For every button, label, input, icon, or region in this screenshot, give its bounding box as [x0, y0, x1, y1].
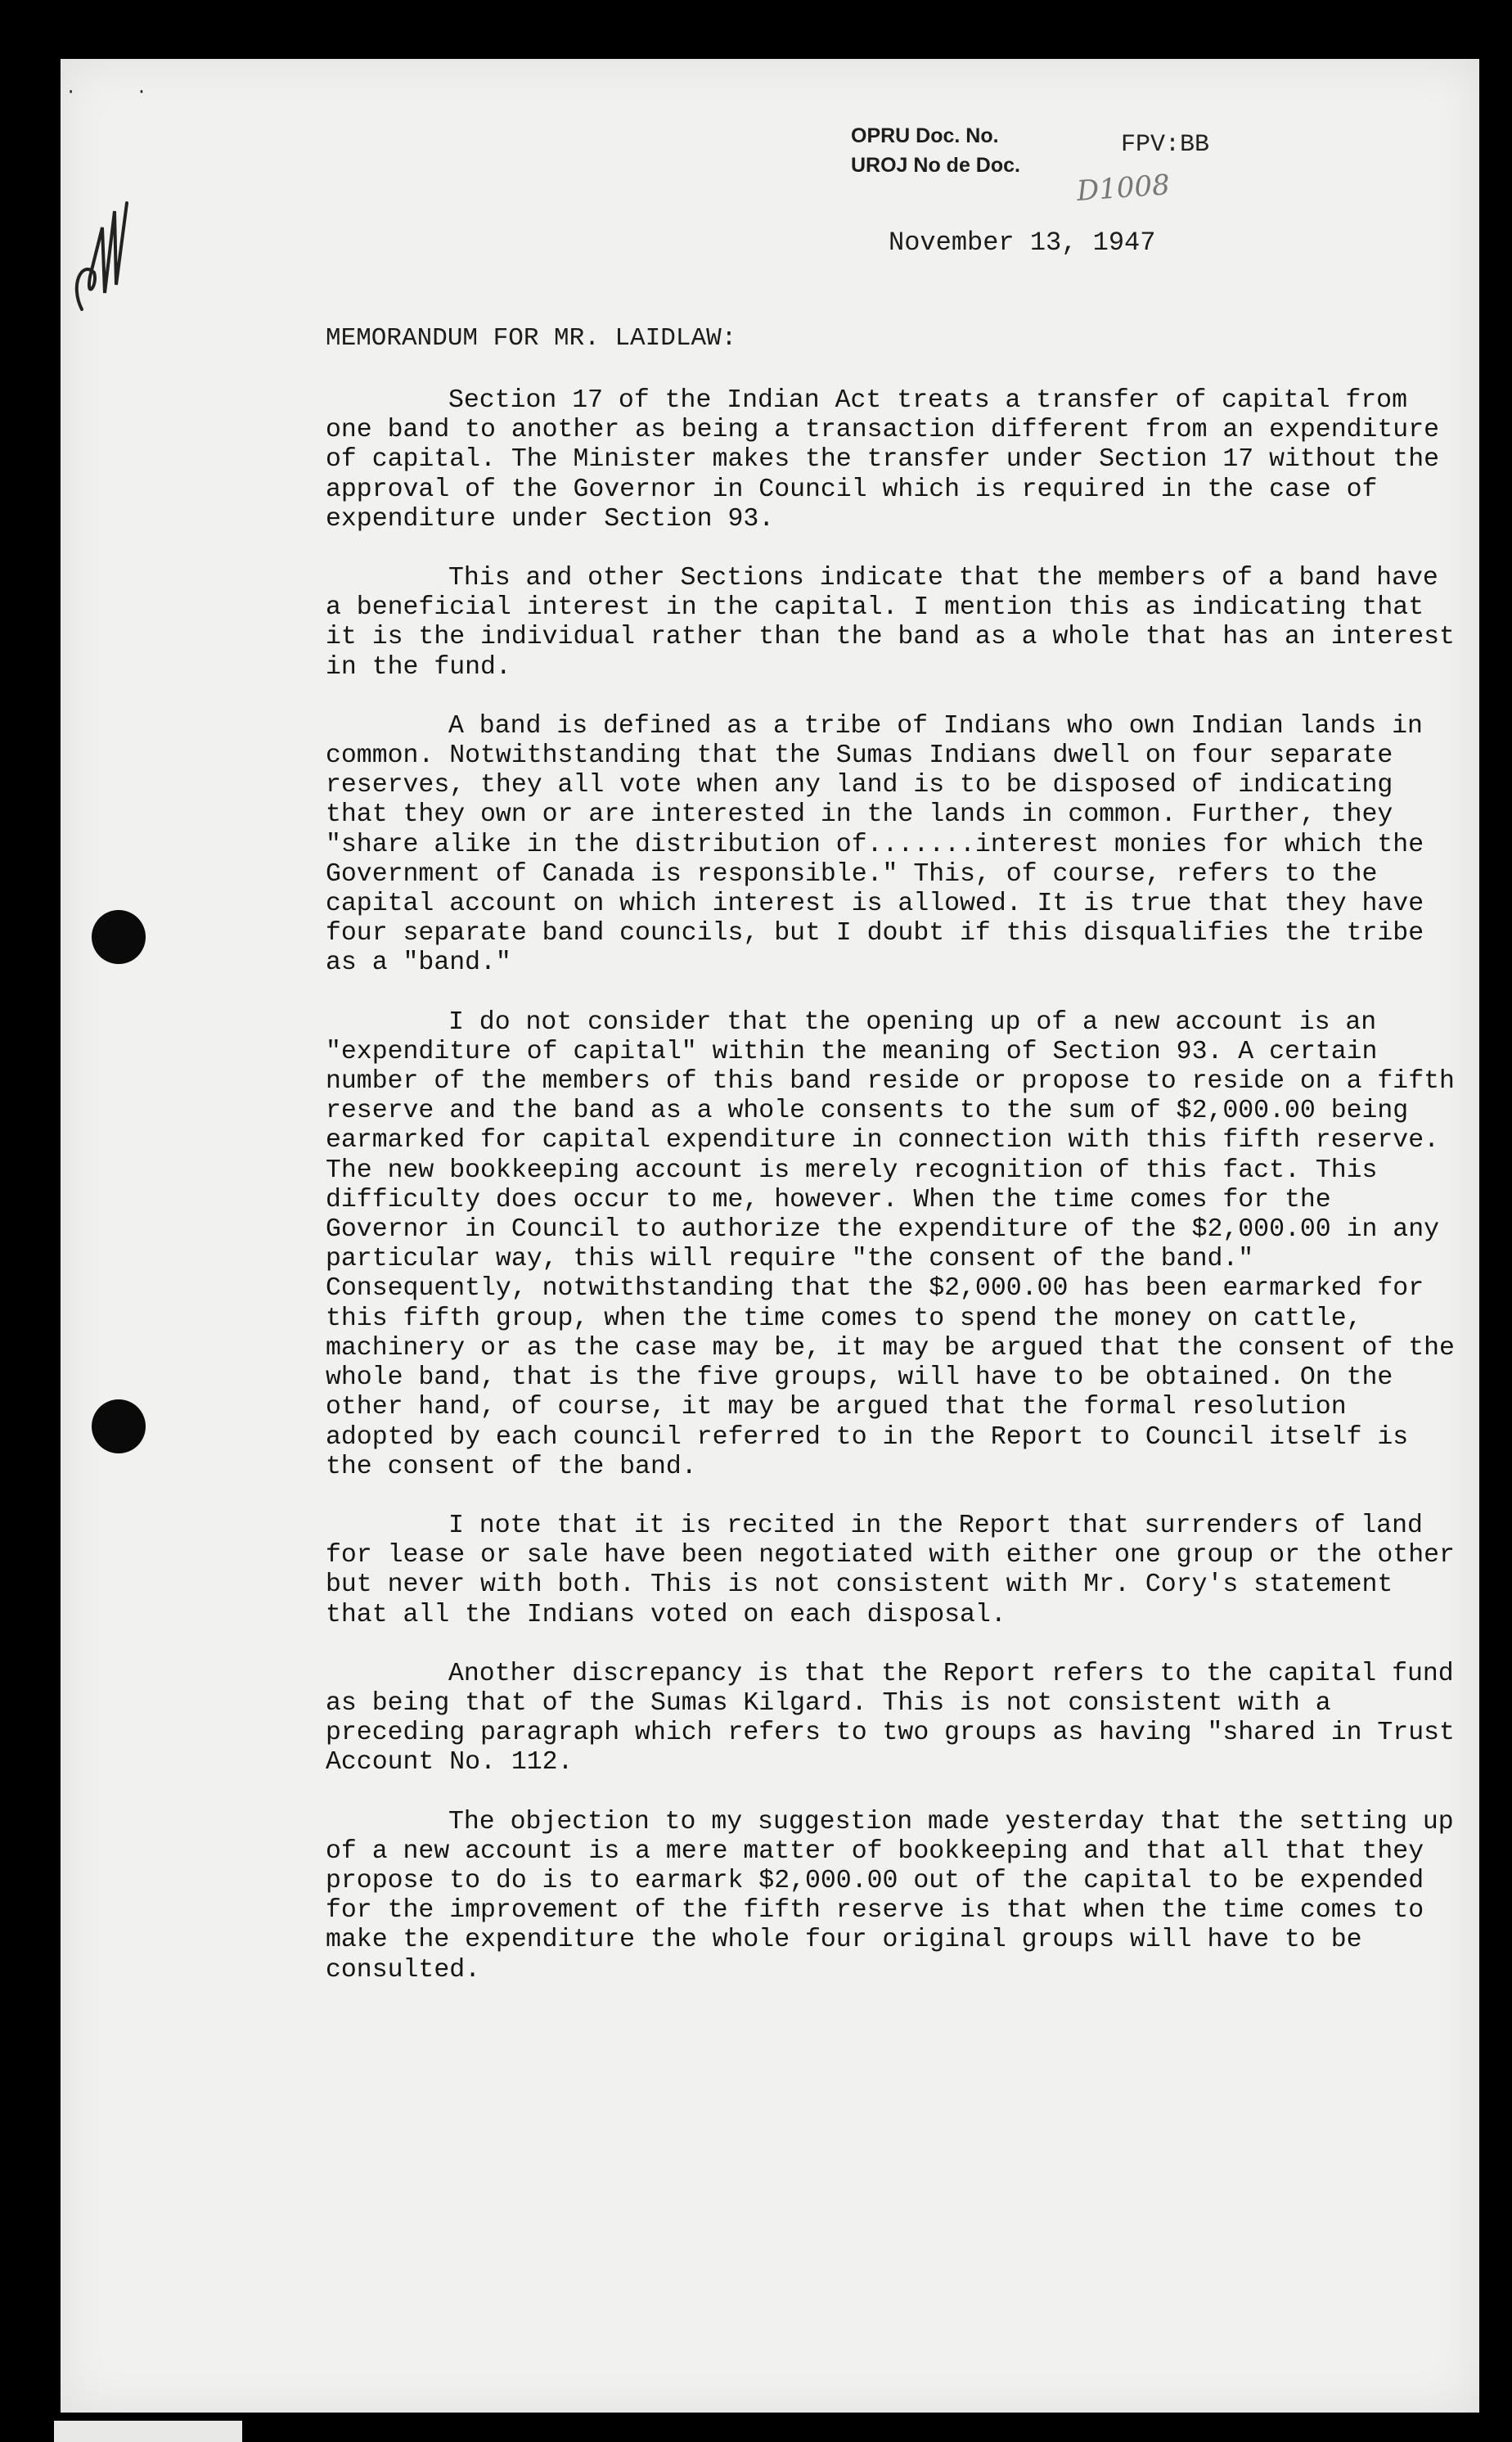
memo-heading: MEMORANDUM FOR MR. LAIDLAW: [326, 324, 737, 353]
paragraph-1: Section 17 of the Indian Act treats a transfer of capital from one band to another as being a transaction different from an expenditure of capital. The Minister makes the transfer under Section 17 without the approval of the Governor in Council which is required in the case of expenditure under Section 93. [326, 386, 1440, 534]
film-edge-tab [54, 2421, 242, 2442]
punch-hole [92, 1399, 146, 1453]
handwritten-initials [65, 195, 139, 318]
stamp-line-english: OPRU Doc. No. [851, 124, 999, 147]
paragraph-5: I note that it is recited in the Report that surrenders of land for lease or sale have been negotiated with either one group or the other but never with both. This is not consistent with Mr. Cory's statement that all the Indians voted on each disposal. [326, 1511, 1455, 1629]
memo-body [326, 386, 1463, 2015]
stamp-line-french: UROJ No de Doc. [851, 154, 1020, 177]
paragraph-4: I do not consider that the opening up of a new account is an "expenditure of capital" within the meaning of Section 93. A certain number of the members of this band reside or propose to reside on a fifth reserve and the band as a whole consents to the sum of $2,000.00 being earmarked for capital expenditure in connection with this fifth reserve. The new bookkeeping account is merely recognition of this fact. This difficulty does occur to me, however. When the time comes for the Governor in Council to authorize the expenditure of the $2,000.00 in any particular way, this will require "the consent of the band." Consequently, notwithstanding that the $2,000.00 has been earmarked for this fifth group, when the time comes to spend the money on cattle, machinery or as the case may be, it may be argued that the consent of the whole band, that is the five groups, will have to be obtained. On the other hand, of course, it may be argued that the formal resolution adopted by each council referred to in the Report to Council itself is the consent of the band. [326, 1007, 1455, 1481]
handwritten-doc-number: D1008 [1075, 169, 1172, 208]
paragraph-7: The objection to my suggestion made yesterday that the setting up of a new account is a mere matter of bookkeeping and that all that they propose to do is to earmark $2,000.00 out of the capital to be expended for the improvement of the fifth reserve is that when the time comes to make the expenditure the whole four original groups will have to be consulted. [326, 1807, 1454, 1985]
punch-hole [92, 910, 146, 964]
margin-specks: · · [65, 82, 172, 102]
document-stamp [851, 121, 1020, 180]
memo-date: November 13, 1947 [889, 228, 1156, 258]
paragraph-2: This and other Sections indicate that the members of a band have a beneficial interest in the capital. I mention this as indicating that it is the individual rather than the band as a whole that has an interest in the fund. [326, 564, 1455, 682]
reference-initials: FPV:BB [1121, 131, 1210, 159]
paragraph-6: Another discrepancy is that the Report refers to the capital fund as being that of the Sumas Kilgard. This is not consistent with a preceding paragraph which refers to two groups as having "shared in Trust Account No. 112. [326, 1659, 1455, 1777]
paragraph-3: A band is defined as a tribe of Indians who own Indian lands in common. Notwithstanding that the Sumas Indians dwell on four separate reserves, they all vote when any land is to be disposed of indicating that they own or are interested in the lands in common. Further, they "share alike in the distribution of.......interest monies for which the Government of Canada is responsible." This, of course, refers to the capital account on which interest is allowed. It is true that they have four separate band councils, but I doubt if this disqualifies the tribe as a "band." [326, 711, 1424, 978]
